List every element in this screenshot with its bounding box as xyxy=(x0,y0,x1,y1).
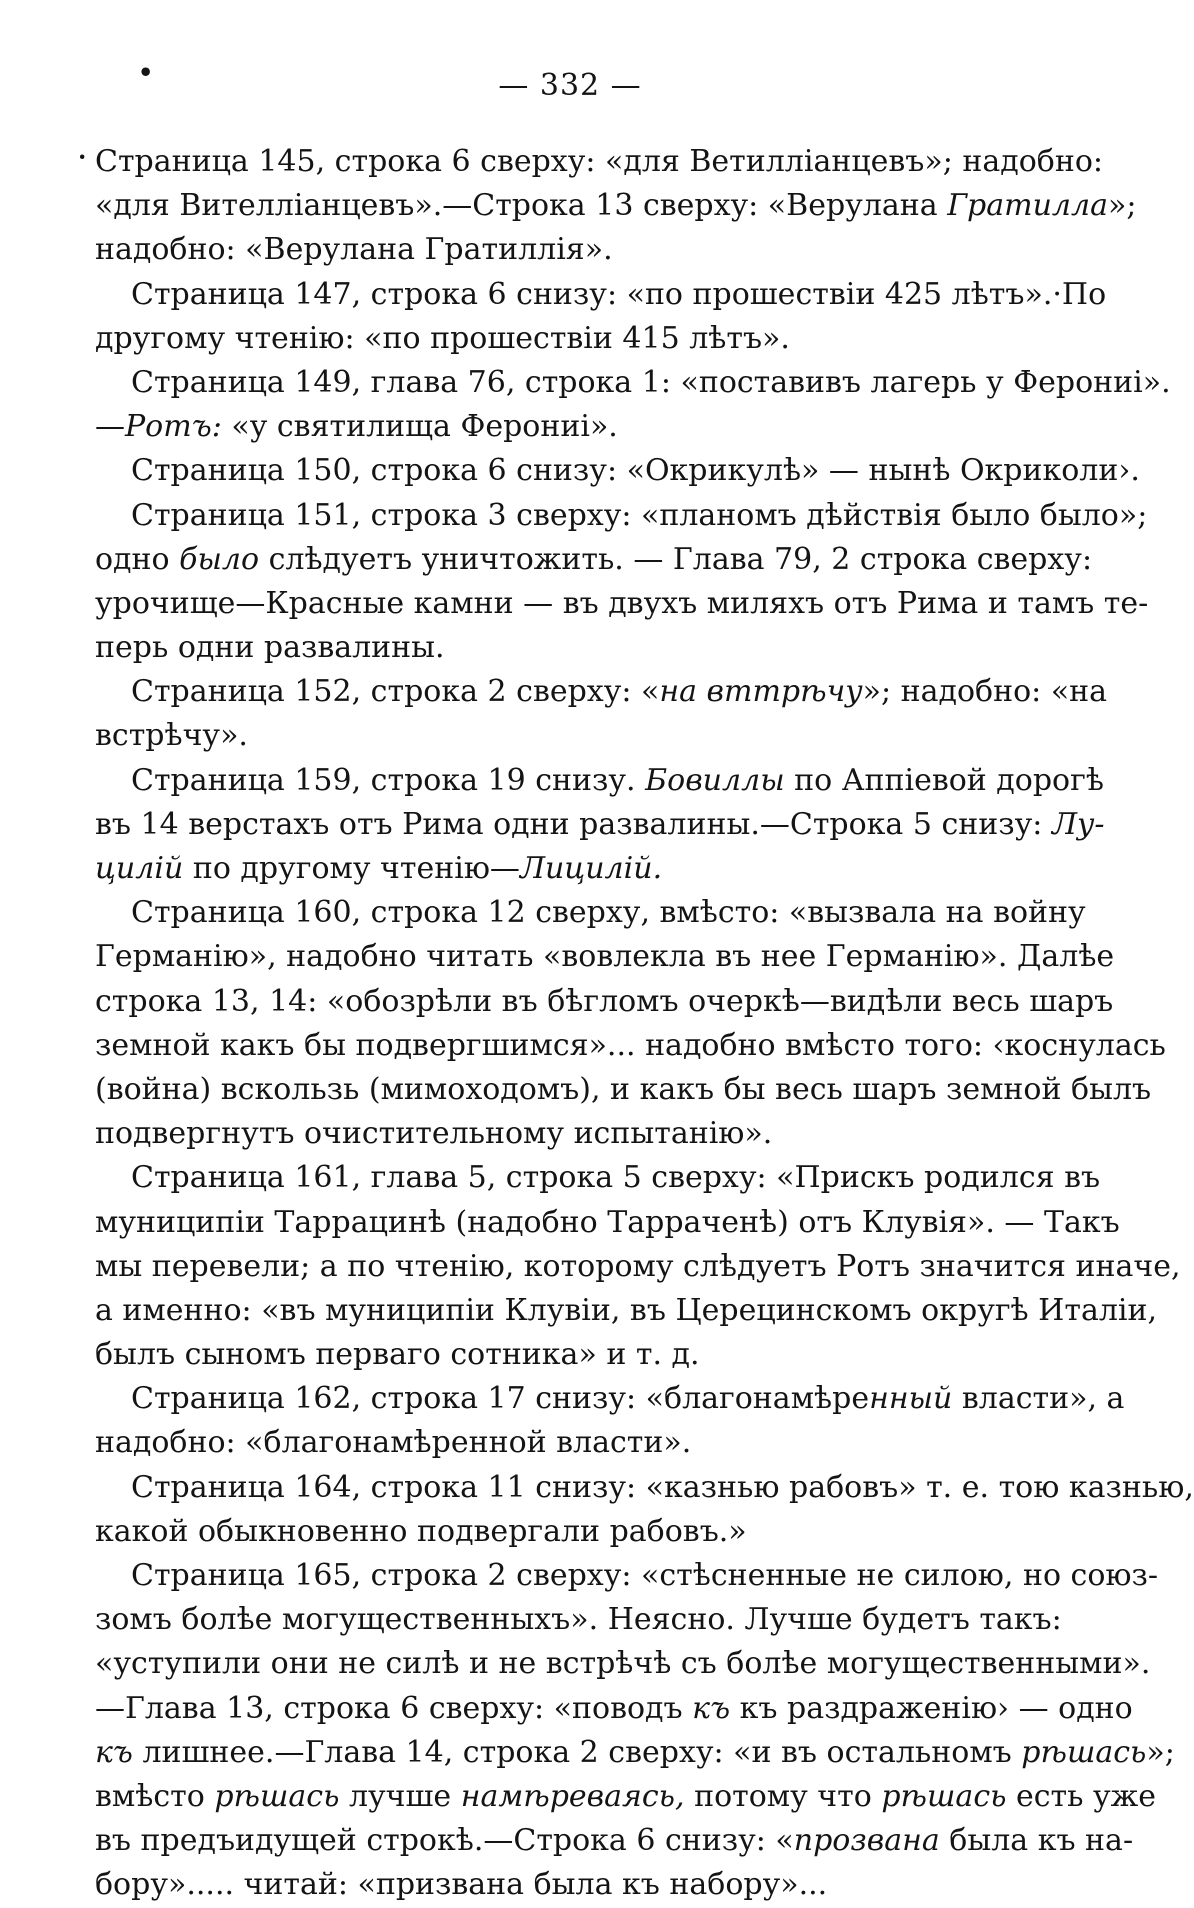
text-segment: власти», а xyxy=(952,1381,1125,1417)
text-line xyxy=(95,1819,1134,1863)
text-line xyxy=(95,1421,1055,1465)
italic-segment: рѣшась xyxy=(881,1778,1007,1814)
text-segment: »; xyxy=(1108,188,1137,224)
text-segment: Страница 152, строка 2 сверху: « xyxy=(131,674,660,710)
text-segment: (война) вскользь (мимоходомъ), и какъ бы весь шаръ земной былъ xyxy=(95,1071,1152,1107)
text-line xyxy=(95,1466,1194,1510)
text-segment: —Глава 13, строка 6 сверху: «поводъ xyxy=(95,1690,693,1726)
text-line xyxy=(95,1068,1152,1112)
text-segment: перь одни развалины. xyxy=(95,630,445,666)
italic-segment: рѣшась xyxy=(214,1778,340,1814)
text-line xyxy=(95,1598,1062,1642)
italic-segment: къ xyxy=(692,1690,731,1726)
text-segment: — xyxy=(95,409,125,445)
italic-segment: намѣреваясь, xyxy=(460,1778,685,1814)
page-number: — 332 — xyxy=(498,68,642,103)
errata-text xyxy=(95,140,1194,1908)
text-line xyxy=(95,582,1149,626)
text-segment: въ 14 верстахъ отъ Рима одни развалины.—Строка 5 снизу: xyxy=(95,806,1052,842)
text-line xyxy=(95,714,1055,758)
text-line xyxy=(95,1156,1101,1200)
text-line xyxy=(95,538,1093,582)
text-segment: Страница 147, строка 6 снизу: «по прошествіи 425 лѣтъ».·По xyxy=(131,276,1107,312)
text-segment: слѣдуетъ уничтожить. — Глава 79, 2 строка сверху: xyxy=(259,541,1093,577)
text-line xyxy=(95,1775,1157,1819)
italic-segment: нный xyxy=(869,1381,953,1417)
text-line xyxy=(95,1112,1055,1156)
text-segment: Страница 162, строка 17 снизу: «благонамѣре xyxy=(131,1381,870,1417)
italic-segment: Лу- xyxy=(1051,806,1105,842)
text-line xyxy=(95,1201,1120,1245)
text-segment: »; надобно: «на xyxy=(862,674,1108,710)
text-segment: Страница 151, строка 3 сверху: «планомъ дѣйствія было было»; xyxy=(131,497,1148,533)
text-line xyxy=(95,1731,1175,1775)
text-segment: какой обыкновенно подвергали рабовъ.» xyxy=(95,1513,747,1549)
text-line xyxy=(95,273,1107,317)
text-segment: Германію», надобно читать «вовлекла въ нее Германію». Далѣе xyxy=(95,939,1115,975)
italic-segment: прозвана xyxy=(793,1823,940,1859)
text-segment: а именно: «въ муниципіи Клувіи, въ Церецинскомъ округѣ Италіи, xyxy=(95,1292,1158,1328)
text-segment: «уступили они не силѣ и не встрѣчѣ съ болѣе могущественными». xyxy=(95,1646,1151,1682)
text-segment: есть уже xyxy=(1006,1778,1157,1814)
text-segment: лишнее.—Глава 14, строка 2 сверху: «и въ остальномъ xyxy=(132,1734,1022,1770)
italic-segment: къ xyxy=(95,1734,133,1770)
text-line xyxy=(95,1245,1181,1289)
text-segment: «у святилища Ферониі». xyxy=(221,409,618,445)
text-segment: земной какъ бы подвергшимся»... надобно вмѣсто того: ‹коснулась xyxy=(95,1027,1166,1063)
text-line xyxy=(95,1687,1133,1731)
text-line xyxy=(95,1024,1166,1068)
italic-segment: на вттрѣчу xyxy=(659,674,863,710)
text-line xyxy=(95,1333,1055,1377)
text-segment: Страница 150, строка 6 снизу: «Окрикулѣ» — нынѣ Окриколи›. xyxy=(131,453,1140,489)
text-segment: Страница 159, строка 19 снизу. xyxy=(131,762,646,798)
text-segment: была къ на- xyxy=(939,1823,1134,1859)
text-line xyxy=(95,1642,1151,1686)
text-line xyxy=(95,405,1055,449)
text-line xyxy=(95,1510,1055,1554)
text-line xyxy=(95,1554,1159,1598)
text-segment: «для Вителліанцевъ».—Строка 13 сверху: «Верулана xyxy=(95,188,948,224)
text-line xyxy=(95,449,1140,493)
text-line xyxy=(95,759,1104,803)
text-segment: зомъ болѣе могущественныхъ». Неясно. Лучше будетъ такъ: xyxy=(95,1602,1062,1638)
text-line xyxy=(95,1863,1055,1907)
text-segment: надобно: «Верулана Гратиллія». xyxy=(95,232,613,268)
text-segment: въ предъидущей строкѣ.—Строка 6 снизу: « xyxy=(95,1823,794,1859)
text-line xyxy=(95,980,1114,1024)
text-line xyxy=(95,847,1055,891)
italic-segment: было xyxy=(179,541,260,577)
text-line xyxy=(95,140,1103,184)
text-segment: вмѣсто xyxy=(95,1778,215,1814)
text-segment: по Аппіевой дорогѣ xyxy=(784,762,1104,798)
text-line xyxy=(95,626,1055,670)
text-segment: бору»..... читай: «призвана была къ набору»... xyxy=(95,1867,828,1903)
text-line xyxy=(95,1289,1158,1333)
text-segment: Страница 161, глава 5, строка 5 сверху: «Прискъ родился въ xyxy=(131,1160,1101,1196)
text-segment: другому чтенію: «по прошествіи 415 лѣтъ». xyxy=(95,320,790,356)
text-segment: лучше xyxy=(339,1778,461,1814)
text-segment: по другому чтенію— xyxy=(183,851,520,886)
text-line xyxy=(95,1377,1125,1421)
text-segment: урочище—Красные камни — въ двухъ миляхъ отъ Рима и тамъ те- xyxy=(95,585,1149,621)
text-line xyxy=(95,184,1137,228)
text-line xyxy=(95,361,1171,405)
text-line xyxy=(95,670,1108,714)
text-segment: муниципіи Таррацинѣ (надобно Тарраченѣ) отъ Клувія». — Такъ xyxy=(95,1204,1120,1240)
italic-segment: Бовиллы xyxy=(645,762,785,798)
stray-mark: • xyxy=(138,58,154,87)
text-line xyxy=(95,803,1105,847)
text-segment: одно xyxy=(95,541,180,577)
text-line xyxy=(95,891,1086,935)
text-segment: надобно: «благонамѣренной власти». xyxy=(95,1425,692,1461)
italic-segment: рѣшась xyxy=(1021,1734,1147,1770)
text-segment: былъ сыномъ перваго сотника» и т. д. xyxy=(95,1337,700,1373)
text-line xyxy=(95,935,1115,979)
text-line xyxy=(95,494,1148,538)
text-segment: мы перевели; а по чтенію, которому слѣдуетъ Ротъ значится иначе, xyxy=(95,1248,1181,1284)
stray-mark: · xyxy=(78,142,87,171)
italic-segment: Лицилій. xyxy=(519,851,663,886)
text-segment: »; xyxy=(1146,1734,1175,1770)
text-line xyxy=(95,317,1055,361)
text-segment: къ раздраженію› — одно xyxy=(730,1690,1133,1726)
text-segment: встрѣчу». xyxy=(95,718,248,754)
text-segment: потому что xyxy=(684,1778,882,1814)
text-segment: Страница 160, строка 12 сверху, вмѣсто: «вызвала на войну xyxy=(131,895,1086,931)
text-segment: Страница 164, строка 11 снизу: «казнью рабовъ» т. е. тою казнью, xyxy=(131,1469,1194,1505)
text-segment: Страница 165, строка 2 сверху: «стѣсненные не силою, но союз- xyxy=(131,1558,1159,1593)
text-segment: подвергнутъ очистительному испытанію». xyxy=(95,1116,773,1152)
text-segment: Страница 145, строка 6 сверху: «для Ветилліанцевъ»; надобно: xyxy=(95,144,1103,179)
italic-segment: Гратилла xyxy=(947,188,1108,224)
italic-segment: Ротъ: xyxy=(125,409,222,445)
text-line xyxy=(95,228,1055,272)
text-segment: строка 13, 14: «обозрѣли въ бѣгломъ очеркѣ—видѣли весь шаръ xyxy=(95,983,1114,1019)
text-segment: Страница 149, глава 76, строка 1: «поставивъ лагерь у Ферониі». xyxy=(131,364,1171,400)
italic-segment: цилій xyxy=(95,851,184,886)
